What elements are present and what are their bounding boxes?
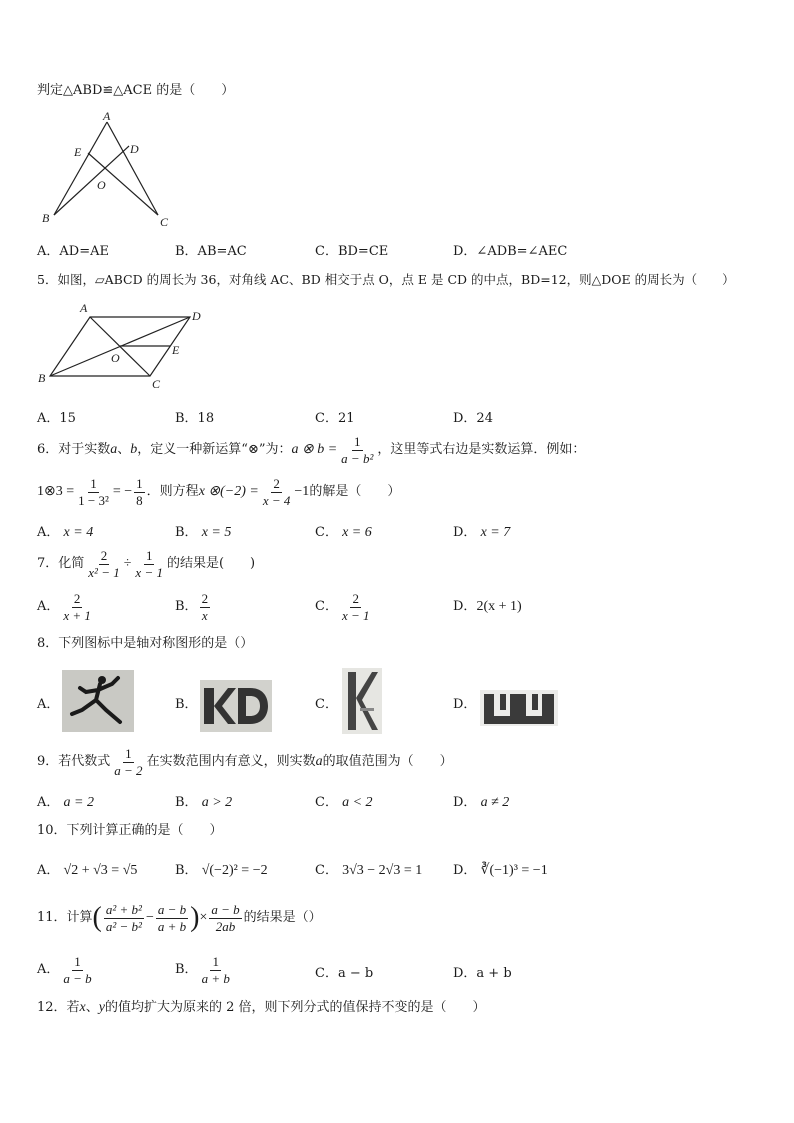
q5-label-d: D xyxy=(192,309,201,323)
q7-option-b[interactable]: B． $\frac{2}{x}$ xyxy=(175,590,209,623)
q6-line2: 1⊗3 = $\frac{1}{\text{1 − 3²}}$ = − $\frac{1}{8}$ ．则方程 x ⊗(−2) = $\frac{2}{x - 4}$ −1 的解是（ ） xyxy=(37,475,401,508)
q5-label-c: C xyxy=(152,377,161,391)
jumpman-icon xyxy=(62,670,134,732)
q7-option-a[interactable]: A． $\frac{2}{x + 1}$ xyxy=(37,590,91,623)
q5-option-d[interactable]: D．24 xyxy=(453,411,493,426)
q4-option-a[interactable]: A．AD=AE xyxy=(37,244,109,259)
q8-option-b[interactable]: B． xyxy=(175,697,198,712)
q5-label-o: O xyxy=(111,351,120,365)
kyrie-logo-image xyxy=(342,668,382,734)
q4-option-b[interactable]: B．AB=AC xyxy=(175,244,247,259)
q9-option-c[interactable]: C． a < 2 xyxy=(315,795,373,810)
kd-icon xyxy=(200,680,272,732)
q7-stem: 7．化简 $\frac{2}{\text{x² − 1}}$ ÷ $\frac{1}{x - 1}$ 的结果是( ) xyxy=(37,547,256,580)
lebron-logo-image xyxy=(480,690,558,726)
q4-label-d: D xyxy=(130,142,139,156)
kyrie-icon xyxy=(342,668,382,734)
q8-option-d[interactable]: D． xyxy=(453,697,477,712)
q12-stem: 12．若x、y的值均扩大为原来的 2 倍，则下列分式的值保持不变的是（ ） xyxy=(37,1000,486,1015)
q6-line1: 6．对于实数 a 、 b ，定义一种新运算“⊗”为： a ⊗ b = $\frac{1}{\text{a − b²}}$ ，这里等式右边是实数运算．例如： xyxy=(37,433,586,466)
q10-option-b[interactable]: B． √(−2)² = −2 xyxy=(175,863,268,878)
q4-stem: 判定△ABD≌△ACE 的是（ ） xyxy=(37,83,235,98)
q5-option-c[interactable]: C．21 xyxy=(315,411,355,426)
q5-label-b: B xyxy=(38,371,46,385)
q6-option-a[interactable]: A． x = 4 xyxy=(37,525,94,540)
q5-figure xyxy=(36,300,211,395)
q4-label-c: C xyxy=(160,215,169,229)
q5-stem: 5．如图，▱ABCD 的周长为 36，对角线 AC、BD 相交于点 O，点 E 是 CD 的中点，BD=12，则△DOE 的周长为（ ） xyxy=(37,272,735,287)
jumpman-logo-image xyxy=(62,670,134,732)
kd-logo-image xyxy=(200,680,272,732)
q5-label-e: E xyxy=(172,343,180,357)
q9-stem: 9．若代数式 $\frac{1}{a - 2}$ 在实数范围内有意义，则实数 a 的取值范围为（ ） xyxy=(37,745,453,778)
q10-stem: 10．下列计算正确的是（ ） xyxy=(37,823,223,838)
q6-option-b[interactable]: B． x = 5 xyxy=(175,525,232,540)
q4-figure xyxy=(40,108,180,233)
q11-option-d[interactable]: D．a + b xyxy=(453,966,512,981)
q8-stem: 8．下列图标中是轴对称图形的是（） xyxy=(37,636,254,651)
lebron-crown-icon xyxy=(480,690,558,726)
q5-option-a[interactable]: A．15 xyxy=(37,411,76,426)
q6-option-d[interactable]: D． x = 7 xyxy=(453,525,511,540)
q8-option-c[interactable]: C． xyxy=(315,697,338,712)
q9-option-a[interactable]: A． a = 2 xyxy=(37,795,94,810)
q4-label-a: A xyxy=(103,109,111,123)
q4-label-b: B xyxy=(42,211,50,225)
q7-option-d[interactable]: D． 2(x + 1) xyxy=(453,599,522,614)
q9-option-d[interactable]: D． a ≠ 2 xyxy=(453,795,510,810)
q7-option-c[interactable]: C． $\frac{2}{x - 1}$ xyxy=(315,590,370,623)
q5-option-b[interactable]: B．18 xyxy=(175,411,215,426)
q10-option-d[interactable]: D． ∛(−1)³ = −1 xyxy=(453,863,548,878)
q10-option-c[interactable]: C． 3√3 − 2√3 = 1 xyxy=(315,863,423,878)
q11-option-a[interactable]: A． $\frac{1}{a - b}$ xyxy=(37,953,92,986)
q10-option-a[interactable]: A． √2 + √3 = √5 xyxy=(37,863,138,878)
q5-label-a: A xyxy=(80,301,88,315)
q4-option-c[interactable]: C．BD=CE xyxy=(315,244,389,259)
q8-option-a[interactable]: A． xyxy=(37,697,60,712)
q9-option-b[interactable]: B． a > 2 xyxy=(175,795,233,810)
q4-label-o: O xyxy=(97,178,106,192)
q11-stem: 11．计算 ( $\frac{\text{a² + b²}}{\text{a² − b²}}$ − $\frac{a - b}{a + b}$ ) × $\frac{a - b}{2ab}$ 的结果是（） xyxy=(37,901,322,934)
q6-option-c[interactable]: C． x = 6 xyxy=(315,525,372,540)
q11-option-c[interactable]: C．a − b xyxy=(315,966,374,981)
q11-option-b[interactable]: B． $\frac{1}{a + b}$ xyxy=(175,953,230,986)
q4-option-d[interactable]: D．∠ADB=∠AEC xyxy=(453,244,568,259)
q4-label-e: E xyxy=(74,145,82,159)
